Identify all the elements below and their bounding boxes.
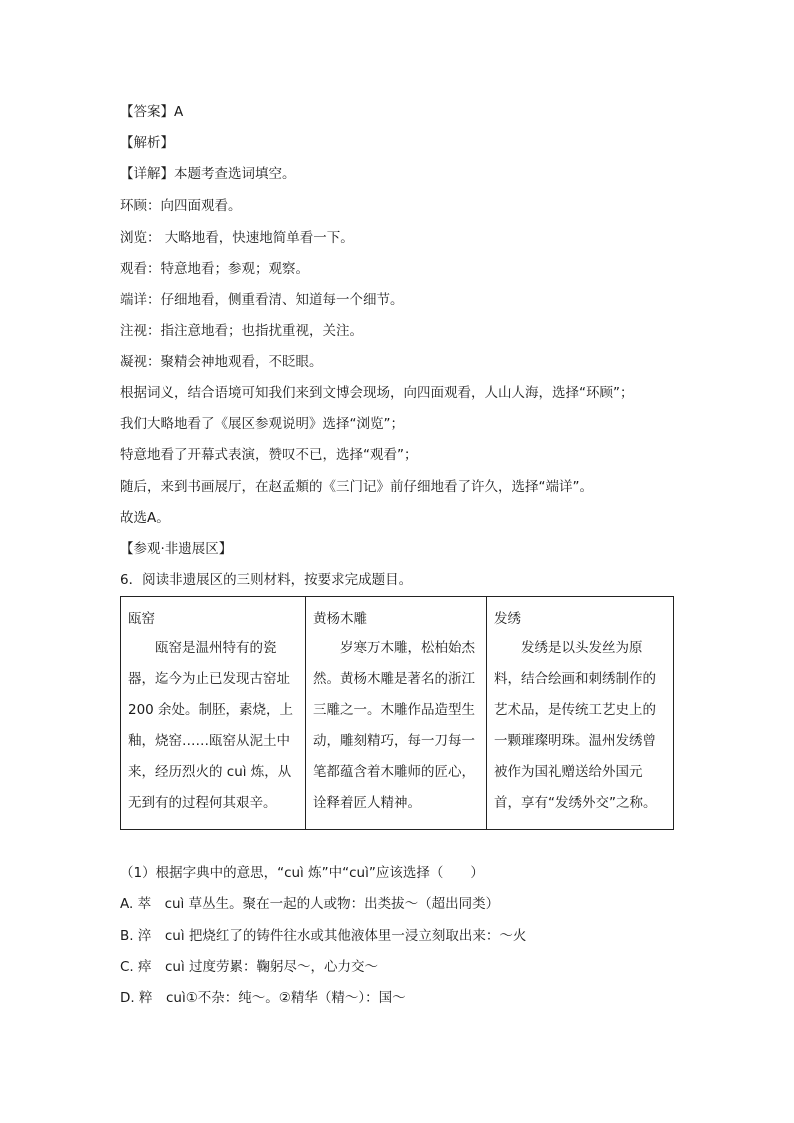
definition-zhushi: 注视：指注意地看；也指扰重视，关注。 <box>120 323 363 339</box>
material-cell-ouyao <box>121 597 306 830</box>
reasoning-line: 特意地看了开幕式表演，赞叹不已，选择“观看”； <box>120 447 418 463</box>
definition-liulan: 浏览： 大略地看，快速地简单看一下。 <box>120 230 354 246</box>
reasoning-line: 根据词义，结合语境可知我们来到文博会现场，向四面观看，人山人海，选择“环顾”； <box>120 385 634 401</box>
definition-duanxiang: 端详：仔细地看，侧重看清、知道每一个细节。 <box>120 292 404 308</box>
material-cell-faxiu <box>487 597 674 830</box>
option-b: B. 淬 cuì 把烧红了的铸件往水或其他液体里一浸立刻取出来：～火 <box>120 928 527 944</box>
section-heading: 【参观·非遗展区】 <box>120 541 233 557</box>
materials-table <box>120 596 674 830</box>
option-a: A. 萃 cuì 草丛生。聚在一起的人或物：出类拔～（超出同类） <box>120 896 500 912</box>
definition-ningshi: 凝视：聚精会神地观看，不眨眼。 <box>120 354 323 370</box>
reasoning-line: 随后，来到书画展厅，在赵孟頫的《三门记》前仔细地看了许久，选择“端详”。 <box>120 479 593 495</box>
material-body: 瓯窑是温州特有的瓷器，迄今为止已发现古窑址 200 余处。制胚，素烧，上釉，烧窑……瓯窑从泥土中来，经历烈火的 cuì 炼，从无到有的过程何其艰辛。 <box>128 640 294 811</box>
analysis-heading: 【解析】 <box>120 135 174 151</box>
material-cell-huangyang <box>306 597 487 830</box>
conclusion-line: 故选A。 <box>120 510 170 526</box>
material-body: 岁寒万木雕，松柏始杰然。黄杨木雕是著名的浙江三雕之一。木雕作品造型生动，雕刻精巧，每一刀每一笔都蕴含着木雕师的匠心，诠释着匠人精神。 <box>313 640 475 811</box>
option-c: C. 瘁 cuì 过度劳累：鞠躬尽～，心力交～ <box>120 959 379 975</box>
material-title: 发绣 <box>494 611 521 627</box>
option-d: D. 粹 cuì①不杂：纯～。②精华（精～）：国～ <box>120 990 406 1006</box>
answer-line: 【答案】A <box>120 104 184 120</box>
material-title: 瓯窑 <box>128 611 155 627</box>
material-title: 黄杨木雕 <box>313 611 367 627</box>
question-line: 6．阅读非遗展区的三则材料，按要求完成题目。 <box>120 572 413 588</box>
detail-line: 【详解】本题考查选词填空。 <box>120 166 296 182</box>
material-body: 发绣是以头发丝为原料，结合绘画和刺绣制作的艺术品，是传统工艺史上的一颗璀璨明珠。温州发绣曾被作为国礼赠送给外国元首，享有“发绣外交”之称。 <box>494 640 657 811</box>
sub-question: （1）根据字典中的意思，“cuì 炼”中“cuì”应该选择（ ） <box>120 865 484 881</box>
definition-huangu: 环顾：向四面观看。 <box>120 198 242 214</box>
table-row <box>121 597 674 830</box>
reasoning-line: 我们大略地看了《展区参观说明》选择“浏览”； <box>120 416 404 432</box>
definition-guankan: 观看：特意地看；参观；观察。 <box>120 261 309 277</box>
